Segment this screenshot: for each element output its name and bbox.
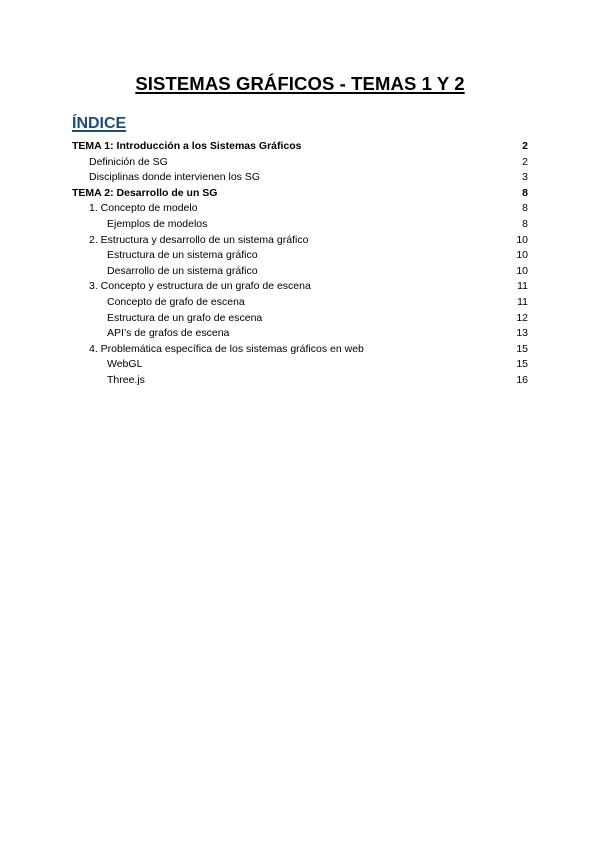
toc-entry-page: 15 <box>516 342 528 355</box>
toc-entry-label: WebGL <box>107 358 143 371</box>
toc-entry-page: 8 <box>522 202 528 215</box>
toc-entry-label: Concepto de grafo de escena <box>107 295 245 308</box>
document-title: SISTEMAS GRÁFICOS - TEMAS 1 Y 2 <box>135 73 465 94</box>
toc-entry[interactable] <box>72 186 528 202</box>
toc-entry-page: 15 <box>516 358 528 371</box>
toc-entry[interactable] <box>72 170 528 186</box>
toc-entry[interactable] <box>72 279 528 295</box>
toc-entry[interactable] <box>72 342 528 358</box>
toc-entry[interactable] <box>72 155 528 171</box>
toc-entry-label: 3. Concepto y estructura de un grafo de escena <box>89 280 311 293</box>
toc-entry[interactable] <box>72 357 528 373</box>
toc-entry-label: 2. Estructura y desarrollo de un sistema gráfico <box>89 233 309 246</box>
toc-entry-label: Definición de SG <box>89 155 168 168</box>
toc-entry[interactable] <box>72 264 528 280</box>
toc-entry[interactable] <box>72 248 528 264</box>
toc-entry[interactable] <box>72 373 528 389</box>
toc-entry-label: TEMA 1: Introducción a los Sistemas Gráficos <box>72 140 302 152</box>
toc-entry-label: Desarrollo de un sistema gráfico <box>107 264 258 277</box>
toc-entry-label: Estructura de un sistema gráfico <box>107 249 258 262</box>
toc-entry-label: Disciplinas donde intervienen los SG <box>89 171 261 184</box>
toc-entry-page: 2 <box>522 140 528 152</box>
toc-entry[interactable] <box>72 311 528 327</box>
toc-entry[interactable] <box>72 201 528 217</box>
toc-entry-page: 2 <box>522 155 528 168</box>
toc-entry-label: 1. Concepto de modelo <box>89 202 198 215</box>
toc-entry[interactable] <box>72 217 528 233</box>
toc-entry-label: TEMA 2: Desarrollo de un SG <box>72 186 218 199</box>
toc-entry-page: 16 <box>516 373 528 386</box>
toc-entry-page: 11 <box>517 280 528 293</box>
toc-entry-page: 11 <box>517 295 528 308</box>
toc-entry[interactable] <box>72 233 528 249</box>
toc-entry-label: Estructura de un grafo de escena <box>107 311 263 324</box>
toc-entry-label: API’s de grafos de escena <box>107 327 230 340</box>
toc-entry-page: 10 <box>516 249 528 262</box>
toc-entry-page: 10 <box>516 233 528 246</box>
toc-entry[interactable] <box>72 295 528 311</box>
toc-entry-page: 10 <box>516 264 528 277</box>
toc-entry-page: 13 <box>516 327 528 340</box>
toc-entry-page: 8 <box>522 186 528 199</box>
toc-entry-page: 3 <box>522 171 528 184</box>
toc-entry-label: Three.js <box>107 373 145 386</box>
toc-entry-page: 8 <box>522 217 528 230</box>
toc-entry[interactable] <box>72 139 528 155</box>
index-heading: ÍNDICE <box>72 115 127 132</box>
toc-entry-label: 4. Problemática específica de los sistemas gráficos en web <box>89 342 364 355</box>
table-of-contents <box>72 139 528 389</box>
toc-entry[interactable] <box>72 326 528 342</box>
toc-entry-page: 12 <box>516 311 528 324</box>
toc-entry-label: Ejemplos de modelos <box>107 217 208 230</box>
